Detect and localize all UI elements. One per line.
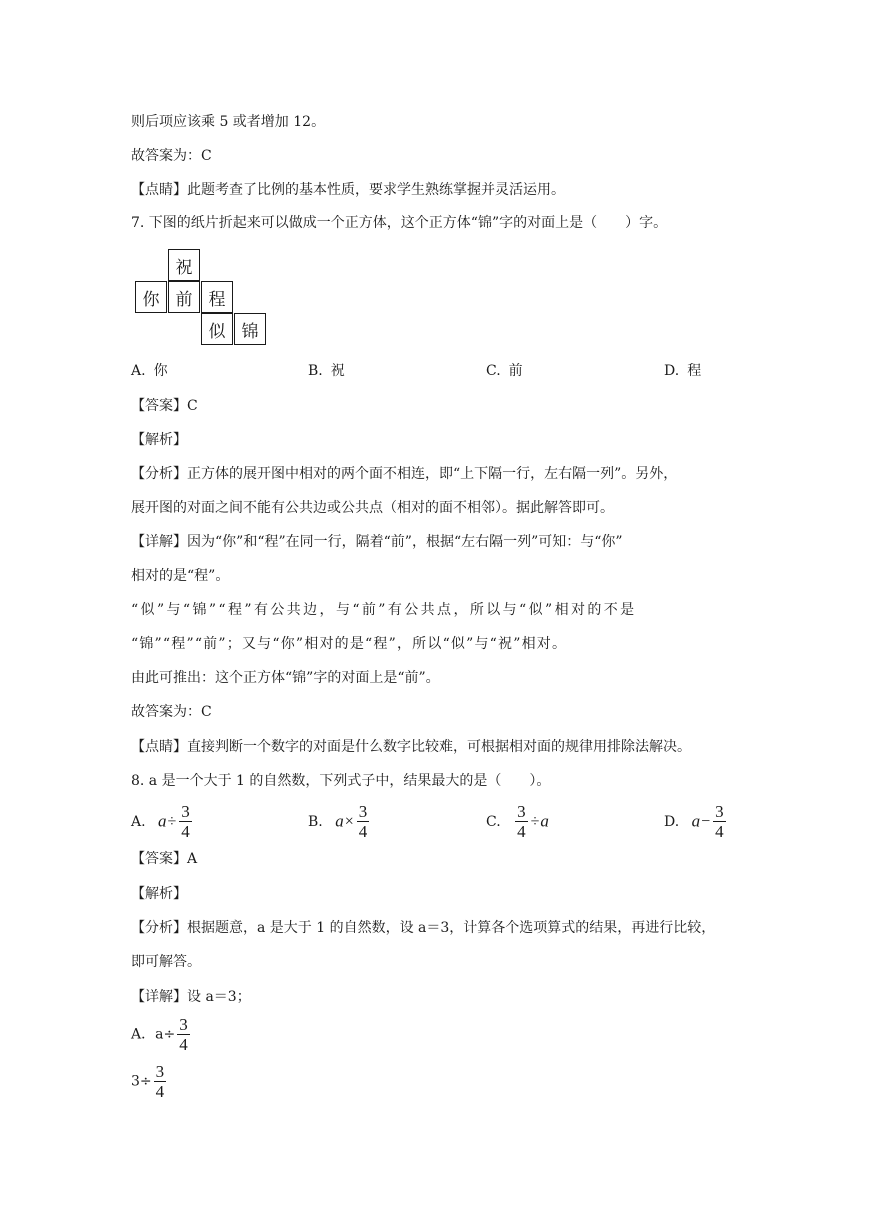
text-line: “锦”“程”“前”；又与“你”相对的是“程”，所以“似”与“祝”相对。 xyxy=(131,636,568,652)
fraction: $\frac{3}{4}$ xyxy=(715,802,724,841)
text-line: 展开图的对面之间不能有公共边或公共点（相对的面不相邻）。据此解答即可。 xyxy=(131,500,614,516)
text-line: 相对的是“程”。 xyxy=(131,568,230,584)
fraction: $\frac{3}{4}$ xyxy=(179,1015,188,1054)
fraction: $\frac{3}{4}$ xyxy=(358,802,368,841)
q7-option-d: D. 程 xyxy=(664,363,702,379)
fraction: $\frac{3}{4}$ xyxy=(181,802,190,841)
net-cell-si: 似 xyxy=(201,313,233,345)
net-cell-cheng: 程 xyxy=(201,281,233,313)
q7-option-b: B. 祝 xyxy=(308,363,345,379)
text-line: “似”与“锦”“程”有公共边，与“前”有公共点，所以与“似”相对的不是 xyxy=(131,602,637,618)
calc-line-1: A．a÷ $\frac{3}{4}$ xyxy=(131,1015,188,1054)
text-line: 【详解】设 a＝3； xyxy=(131,989,251,1005)
text-line: 则后项应该乘 5 或者增加 12。 xyxy=(131,114,326,130)
question-8: 8. a 是一个大于 1 的自然数，下列式子中，结果最大的是（ ）。 xyxy=(131,773,551,789)
net-cell-qian: 前 xyxy=(168,281,200,313)
text-line: 【分析】根据题意，a 是大于 1 的自然数，设 a＝3，计算各个选项算式的结果，再进行比较， xyxy=(131,920,716,936)
q7-option-c: C. 前 xyxy=(486,363,523,379)
q8-option-c: C. $\frac{3}{4}$ ÷a xyxy=(486,802,549,841)
text-line: 即可解答。 xyxy=(131,954,201,970)
analysis-label: 【解析】 xyxy=(131,432,187,448)
net-cell-zhu: 祝 xyxy=(168,249,200,281)
answer-label: 【答案】A xyxy=(131,851,198,867)
text-line: 【点睛】此题考查了比例的基本性质，要求学生熟练掌握并灵活运用。 xyxy=(131,182,565,198)
q8-option-d: D. a− $\frac{3}{4}$ xyxy=(664,802,724,841)
net-cell-jin: 锦 xyxy=(234,313,266,345)
analysis-label: 【解析】 xyxy=(131,886,187,902)
fraction: $\frac{3}{4}$ xyxy=(517,802,526,841)
question-7: 7. 下图的纸片折起来可以做成一个正方体，这个正方体“锦”字的对面上是（ ）字。 xyxy=(131,215,668,231)
q7-option-a: A. 你 xyxy=(131,363,168,379)
text-line: 故答案为：C xyxy=(131,148,212,164)
fraction: $\frac{3}{4}$ xyxy=(155,1062,165,1101)
net-cell-ni: 你 xyxy=(135,281,167,313)
text-line: 故答案为：C xyxy=(131,704,212,720)
q8-option-a: A. a÷ $\frac{3}{4}$ xyxy=(131,802,190,841)
text-line: 【分析】正方体的展开图中相对的两个面不相连，即“上下隔一行，左右隔一列”。另外， xyxy=(131,466,678,482)
text-line: 【点睛】直接判断一个数字的对面是什么数字比较难，可根据相对面的规律用排除法解决。 xyxy=(131,739,691,755)
answer-label: 【答案】C xyxy=(131,398,198,414)
q8-option-b: B. a× $\frac{3}{4}$ xyxy=(308,802,368,841)
text-line: 【详解】因为“你”和“程”在同一行，隔着“前”，根据“左右隔一列”可知：与“你” xyxy=(131,534,623,550)
calc-line-2: 3÷ $\frac{3}{4}$ xyxy=(131,1062,165,1101)
text-line: 由此可推出：这个正方体“锦”字的对面上是“前”。 xyxy=(131,670,440,686)
